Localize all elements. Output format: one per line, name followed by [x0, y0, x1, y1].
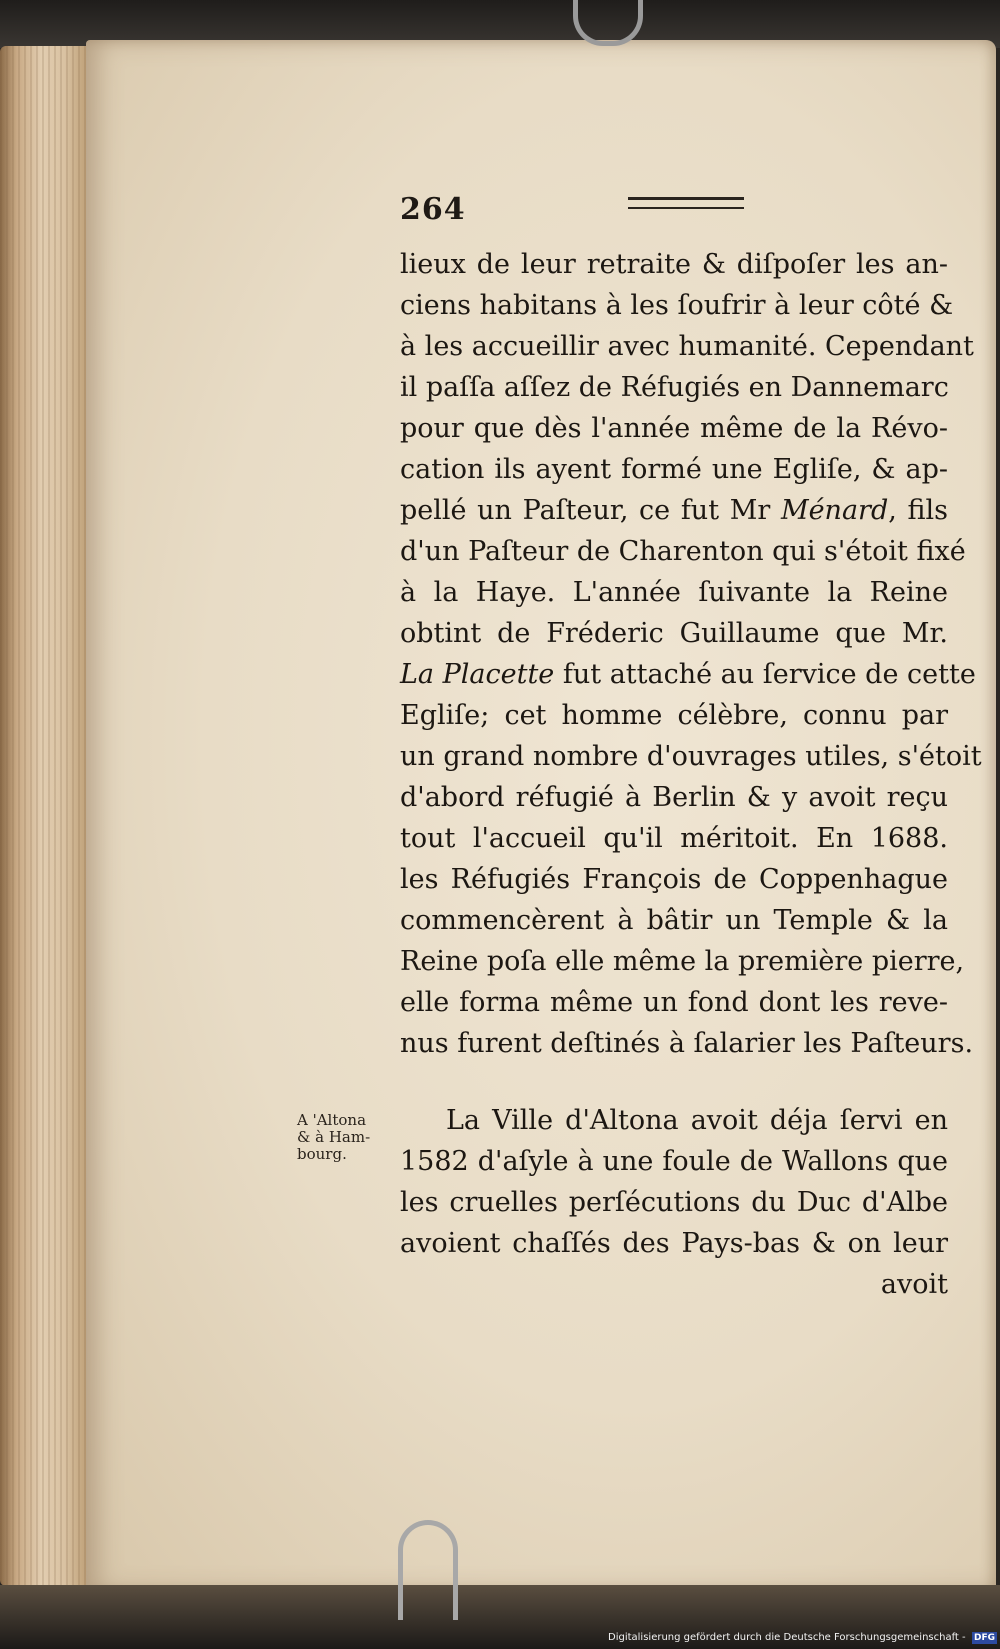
- text-line: à la Haye. L'année ſuivante la Reine: [400, 577, 948, 608]
- text-line: ciens habitans à les ſoufrir à leur côté &: [400, 290, 954, 321]
- text-line: lieux de leur retraite & diſpoſer les an-: [400, 249, 948, 280]
- text-line: obtint de Fréderic Guillaume que Mr.: [400, 618, 948, 649]
- italic-name: La Placette: [400, 659, 555, 690]
- text-line: [400, 654, 976, 695]
- text-span: pellé un Paſteur, ce fut Mr: [400, 495, 771, 526]
- page-number: 264: [400, 192, 466, 227]
- paragraph-gap: [400, 1064, 948, 1100]
- text-line: tout l'accueil qu'il méritoit. En 1688.: [400, 823, 948, 854]
- body-text: [400, 244, 982, 1305]
- text-line: Egliſe; cet homme célèbre, connu par: [400, 700, 948, 731]
- margin-note-line: A 'Altona: [297, 1111, 367, 1129]
- text-line: d'un Paſteur de Charenton qui s'étoit fixé: [400, 536, 966, 567]
- text-line: [400, 490, 948, 531]
- text-line: elle forma même un fond dont les reve-: [400, 987, 948, 1018]
- text-line: à les accueillir avec humanité. Cependant: [400, 331, 974, 362]
- text-line: d'abord réfugié à Berlin & y avoit reçu: [400, 782, 948, 813]
- digitization-credit: Digitalisierung gefördert durch die Deutsche Forschungsgemeinschaft -: [608, 1632, 966, 1643]
- text-line: les Réfugiés François de Coppenhague: [400, 864, 948, 895]
- dfg-logo: DFG: [974, 1633, 996, 1643]
- text-line: nus furent deſtinés à ſalarier les Paſteurs.: [400, 1028, 974, 1059]
- text-line: Reine poſa elle même la première pierre,: [400, 946, 965, 977]
- text-span: , fils: [888, 495, 948, 526]
- text-line: avoient chaſſés des Pays-bas & on leur: [400, 1228, 948, 1259]
- book-page-edges: [0, 46, 92, 1586]
- text-line: cation ils ayent formé une Egliſe, & ap-: [400, 454, 948, 485]
- text-line: il paſſa aſſez de Réfugiés en Dannemarc: [400, 372, 949, 403]
- page-clip-bottom: [398, 1520, 458, 1620]
- italic-name: Ménard: [780, 495, 889, 526]
- text-line: les cruelles perſécutions du Duc d'Albe: [400, 1187, 948, 1218]
- text-line: 1582 d'aſyle à une foule de Wallons que: [400, 1146, 948, 1177]
- header-rule: [628, 197, 744, 209]
- text-line: commencèrent à bâtir un Temple & la: [400, 905, 948, 936]
- catchword: avoit: [880, 1269, 948, 1300]
- text-line: pour que dès l'année même de la Révo-: [400, 413, 948, 444]
- margin-note: [297, 1112, 389, 1163]
- text-line: un grand nombre d'ouvrages utiles, s'étoit: [400, 741, 982, 772]
- margin-note-line: bourg.: [297, 1145, 347, 1163]
- text-line: La Ville d'Altona avoit déja ſervi en: [446, 1105, 948, 1136]
- text-span: fut attaché au ſervice de cette: [554, 659, 976, 690]
- margin-note-line: & à Ham-: [297, 1128, 371, 1146]
